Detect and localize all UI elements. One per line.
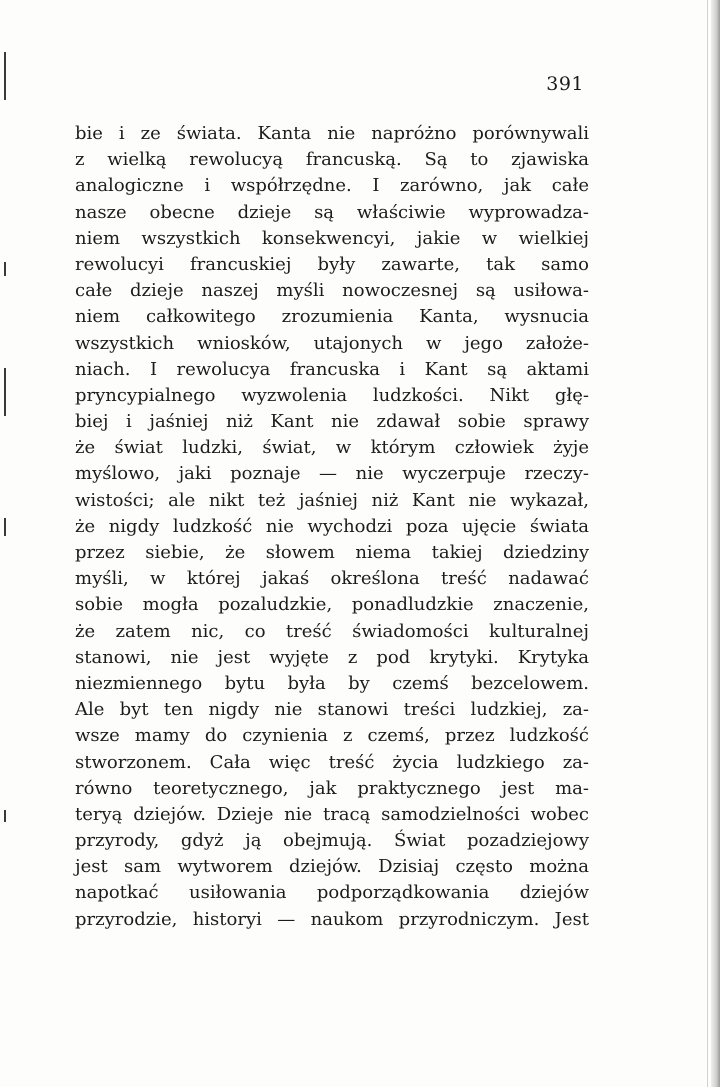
text-line: całe dzieje naszej myśli nowoczesnej są usiłowa- [75, 280, 589, 302]
text-line: teryą dziejów. Dzieje nie tracą samodzielności wobec [75, 803, 589, 825]
text-line: bie i ze świata. Kanta nie napróżno porównywali [75, 123, 589, 144]
text-line: rewolucyi francuskiej były zawarte, tak samo [75, 253, 589, 275]
margin-mark [4, 518, 6, 536]
text-line: myśli, w której jakaś określona treść nadawać [75, 568, 589, 590]
text-line: jest sam wytworem dziejów. Dzisiaj często można [75, 856, 589, 878]
text-line: Ale byt ten nigdy nie stanowi treści ludzkiej, za- [75, 699, 589, 721]
text-line: nasze obecne dzieje są właściwie wyprowadza- [75, 201, 589, 223]
text-line: przyrody, gdyż ją obejmują. Świat pozadziejowy [75, 830, 589, 852]
text-line: analogiczne i współrzędne. I zarówno, jak całe [75, 175, 589, 197]
text-line: myślowo, jaki poznaje — nie wyczerpuje rzeczy- [75, 463, 589, 485]
text-line: napotkać usiłowania podporządkowania dziejów [75, 882, 589, 904]
text-line: wsze mamy do czynienia z czemś, przez ludzkość [75, 725, 589, 747]
page-edge-line [707, 0, 708, 1087]
text-line: wistości; ale nikt też jaśniej niż Kant nie wykazał, [75, 489, 589, 511]
margin-mark [4, 368, 6, 416]
margin-mark [4, 262, 6, 276]
text-line: z wielką rewolucyą francuską. Są to zjawiska [75, 149, 589, 171]
margin-mark [4, 810, 6, 822]
text-line: że świat ludzki, świat, w którym człowiek żyje [75, 437, 589, 459]
text-line: że nigdy ludzkość nie wychodzi poza ujęcie świata [75, 515, 589, 537]
text-line: niem całkowitego zrozumienia Kanta, wysnucia [75, 306, 589, 328]
text-line: że zatem nic, co treść świadomości kulturalnej [75, 620, 589, 642]
text-line: pryncypialnego wyzwolenia ludzkości. Nikt głę- [75, 384, 589, 406]
text-line: biej i jaśniej niż Kant nie zdawał sobie sprawy [75, 411, 589, 433]
text-line: wszystkich wniosków, utajonych w jego założe- [75, 332, 589, 354]
text-line: sobie mogła pozaludzkie, ponadludzkie znaczenie, [75, 594, 589, 616]
margin-mark [4, 52, 6, 100]
page-edge-shadow [711, 0, 720, 1087]
text-line: niach. I rewolucya francuska i Kant są aktami [75, 358, 589, 380]
text-line: niem wszystkich konsekwencyi, jakie w wielkiej [75, 227, 589, 249]
text-line: przyrodzie, historyi — naukom przyrodniczym. Jest [75, 908, 589, 930]
body-text [75, 121, 589, 933]
text-line: stanowi, nie jest wyjęte z pod krytyki. Krytyka [75, 646, 589, 668]
page-number: 391 [546, 73, 584, 95]
text-line: równo teoretycznego, jak praktycznego jest ma- [75, 777, 589, 799]
text-line: przez siebie, że słowem niema takiej dziedziny [75, 542, 589, 563]
text-line: stworzonem. Cała więc treść życia ludzkiego za- [75, 751, 589, 773]
text-line: niezmiennego bytu była by czemś bezcelowem. [75, 672, 589, 694]
